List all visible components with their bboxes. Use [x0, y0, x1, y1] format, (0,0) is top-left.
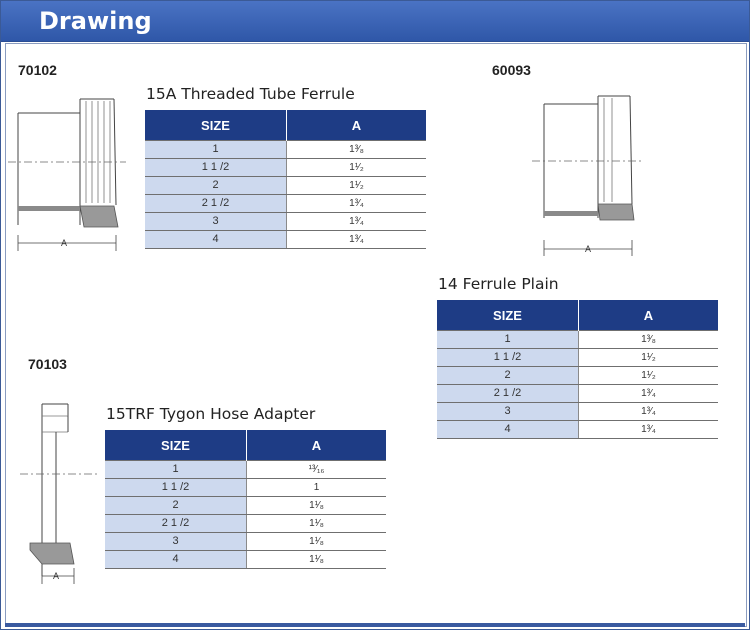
- part-number-70102: 70102: [18, 62, 57, 78]
- part-number-70103: 70103: [28, 356, 67, 372]
- a-value-cell: ¹³⁄₁₆: [247, 461, 387, 479]
- a-value-cell: 1³⁄₄: [287, 213, 427, 231]
- column-header-size: SIZE: [105, 430, 247, 461]
- size-cell: 3: [145, 213, 287, 231]
- size-cell: 4: [437, 421, 579, 439]
- size-cell: 2 1 /2: [105, 515, 247, 533]
- table-row: [145, 177, 426, 195]
- table-row: [145, 195, 426, 213]
- a-value-cell: 1³⁄₄: [579, 385, 719, 403]
- page-title: Drawing: [39, 7, 152, 35]
- threaded-ferrule-drawing: [8, 95, 128, 255]
- table-row: [145, 231, 426, 249]
- part-number-60093: 60093: [492, 62, 531, 78]
- column-header-a: A: [579, 300, 719, 331]
- dimension-a-label: A: [60, 238, 68, 248]
- bottom-rule: [5, 623, 745, 627]
- a-value-cell: 1¹⁄₂: [579, 349, 719, 367]
- size-cell: 2: [145, 177, 287, 195]
- size-cell: 4: [145, 231, 287, 249]
- dimension-a-label: A: [52, 571, 60, 581]
- a-value-cell: 1¹⁄₂: [287, 177, 427, 195]
- a-value-cell: 1: [247, 479, 387, 497]
- size-cell: 1 1 /2: [145, 159, 287, 177]
- a-value-cell: 1³⁄₄: [287, 195, 427, 213]
- table-row: [105, 551, 386, 569]
- column-header-size: SIZE: [145, 110, 287, 141]
- a-value-cell: 1³⁄₄: [287, 231, 427, 249]
- a-value-cell: 1³⁄₄: [579, 421, 719, 439]
- size-cell: 4: [105, 551, 247, 569]
- hose-adapter-drawing: [20, 398, 100, 593]
- table-title-70103: 15TRF Tygon Hose Adapter: [106, 405, 316, 423]
- header-bar: [1, 1, 749, 42]
- size-cell: 1: [145, 141, 287, 159]
- a-value-cell: 1³⁄₈: [287, 141, 427, 159]
- size-cell: 1: [105, 461, 247, 479]
- table-row: [437, 367, 718, 385]
- table-row: [437, 331, 718, 349]
- a-value-cell: 1¹⁄₈: [247, 533, 387, 551]
- table-title-70102: 15A Threaded Tube Ferrule: [146, 85, 355, 103]
- table-row: [145, 141, 426, 159]
- a-value-cell: 1³⁄₈: [579, 331, 719, 349]
- size-cell: 2 1 /2: [145, 195, 287, 213]
- size-cell: 1 1 /2: [437, 349, 579, 367]
- a-value-cell: 1³⁄₄: [579, 403, 719, 421]
- spec-table-70103: [105, 430, 386, 569]
- table-row: [105, 479, 386, 497]
- dimension-a-label: A: [584, 244, 592, 254]
- table-row: [437, 421, 718, 439]
- size-cell: 2: [105, 497, 247, 515]
- table-row: [437, 403, 718, 421]
- a-value-cell: 1¹⁄₈: [247, 497, 387, 515]
- a-value-cell: 1¹⁄₈: [247, 515, 387, 533]
- table-row: [105, 515, 386, 533]
- a-value-cell: 1¹⁄₂: [287, 159, 427, 177]
- table-row: [437, 349, 718, 367]
- size-cell: 1 1 /2: [105, 479, 247, 497]
- column-header-size: SIZE: [437, 300, 579, 331]
- spec-table-70102: [145, 110, 426, 249]
- size-cell: 2 1 /2: [437, 385, 579, 403]
- plain-ferrule-drawing: [532, 92, 642, 257]
- table-row: [105, 497, 386, 515]
- table-row: [145, 213, 426, 231]
- table-title-60093: 14 Ferrule Plain: [438, 275, 559, 293]
- table-row: [105, 533, 386, 551]
- size-cell: 1: [437, 331, 579, 349]
- size-cell: 3: [105, 533, 247, 551]
- table-row: [437, 385, 718, 403]
- column-header-a: A: [287, 110, 427, 141]
- size-cell: 3: [437, 403, 579, 421]
- column-header-a: A: [247, 430, 387, 461]
- size-cell: 2: [437, 367, 579, 385]
- table-row: [145, 159, 426, 177]
- table-row: [105, 461, 386, 479]
- a-value-cell: 1¹⁄₂: [579, 367, 719, 385]
- spec-table-60093: [437, 300, 718, 439]
- a-value-cell: 1¹⁄₈: [247, 551, 387, 569]
